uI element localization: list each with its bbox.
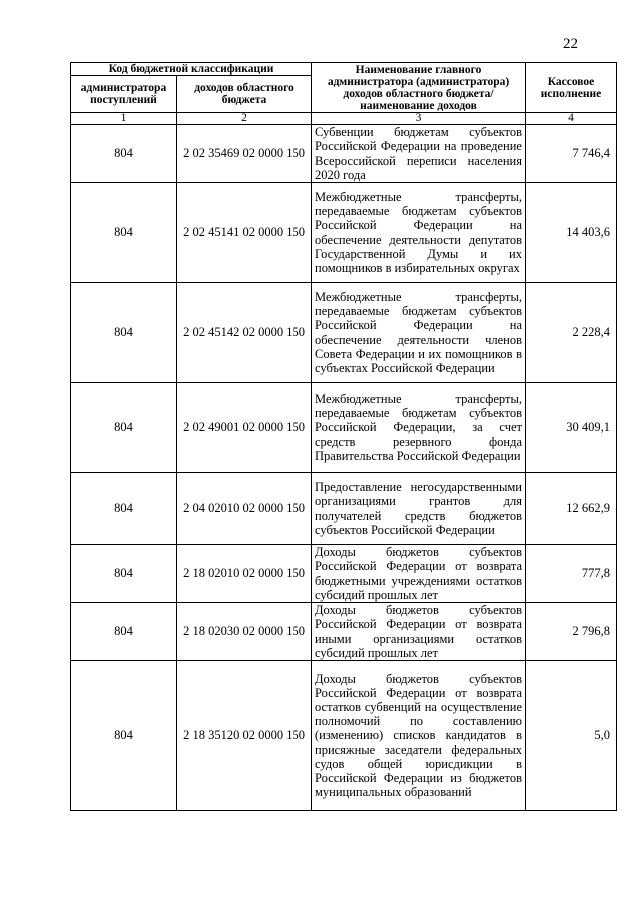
- header-name: Наименование главного администратора (администратора) доходов областного бюджета/ наименование доходов: [312, 63, 526, 113]
- admin-code-cell: 804: [71, 183, 177, 283]
- amount-cell: 2 796,8: [526, 603, 617, 661]
- admin-code-cell: 804: [71, 383, 177, 473]
- column-numbers-row: [71, 113, 617, 125]
- page-number: 22: [563, 36, 578, 52]
- income-code-cell: 2 18 35120 02 0000 150: [177, 661, 312, 811]
- header-amount: Кассовое исполнение: [526, 63, 617, 113]
- header-admin: администратора поступлений: [71, 76, 177, 113]
- admin-code-cell: 804: [71, 603, 177, 661]
- admin-code-cell: 804: [71, 473, 177, 545]
- table-body: [71, 125, 617, 811]
- table-row: [71, 283, 617, 383]
- table-row: [71, 661, 617, 811]
- amount-cell: 777,8: [526, 545, 617, 603]
- amount-cell: 14 403,6: [526, 183, 617, 283]
- admin-code-cell: 804: [71, 545, 177, 603]
- header-income: доходов областного бюджета: [177, 76, 312, 113]
- income-code-cell: 2 02 45141 02 0000 150: [177, 183, 312, 283]
- column-number: 4: [526, 113, 617, 125]
- income-name-cell: Межбюджетные трансферты, передаваемые бюджетам субъектов Российской Федерации, за счет средств резервного фонда Правительства Российской Федерации: [312, 383, 526, 473]
- table-row: [71, 383, 617, 473]
- income-name-cell: Доходы бюджетов субъектов Российской Федерации от возврата остатков субвенций на осуществление полномочий по составлению (изменению) списков кандидатов в присяжные заседатели федеральных судов общей юрисдикции в Российской Федерации из бюджетов муниципальных образований: [312, 661, 526, 811]
- income-code-cell: 2 02 49001 02 0000 150: [177, 383, 312, 473]
- income-code-cell: 2 02 45142 02 0000 150: [177, 283, 312, 383]
- amount-cell: 5,0: [526, 661, 617, 811]
- income-code-cell: 2 18 02030 02 0000 150: [177, 603, 312, 661]
- column-number: 1: [71, 113, 177, 125]
- amount-cell: 7 746,4: [526, 125, 617, 183]
- income-code-cell: 2 02 35469 02 0000 150: [177, 125, 312, 183]
- admin-code-cell: 804: [71, 661, 177, 811]
- table-row: [71, 183, 617, 283]
- amount-cell: 30 409,1: [526, 383, 617, 473]
- amount-cell: 12 662,9: [526, 473, 617, 545]
- table-row: [71, 125, 617, 183]
- income-name-cell: Доходы бюджетов субъектов Российской Федерации от возврата бюджетными учреждениями остатков субсидий прошлых лет: [312, 545, 526, 603]
- table-row: [71, 545, 617, 603]
- income-name-cell: Межбюджетные трансферты, передаваемые бюджетам субъектов Российской Федерации на обеспечение деятельности депутатов Государственной Думы и их помощников в избирательных округах: [312, 183, 526, 283]
- header-budget-classification: Код бюджетной классификации: [71, 63, 312, 76]
- admin-code-cell: 804: [71, 283, 177, 383]
- amount-cell: 2 228,4: [526, 283, 617, 383]
- income-code-cell: 2 18 02010 02 0000 150: [177, 545, 312, 603]
- header-row-top: [71, 63, 617, 76]
- column-number: 2: [177, 113, 312, 125]
- admin-code-cell: 804: [71, 125, 177, 183]
- column-number: 3: [312, 113, 526, 125]
- budget-table: [70, 62, 617, 811]
- income-name-cell: Субвенции бюджетам субъектов Российской Федерации на проведение Всероссийской переписи населения 2020 года: [312, 125, 526, 183]
- table-row: [71, 473, 617, 545]
- income-name-cell: Доходы бюджетов субъектов Российской Федерации от возврата иными организациями остатков субсидий прошлых лет: [312, 603, 526, 661]
- income-name-cell: Межбюджетные трансферты, передаваемые бюджетам субъектов Российской Федерации на обеспечение деятельности членов Совета Федерации и их помощников в субъектах Российской Федерации: [312, 283, 526, 383]
- income-code-cell: 2 04 02010 02 0000 150: [177, 473, 312, 545]
- table-row: [71, 603, 617, 661]
- income-name-cell: Предоставление негосударственными организациями грантов для получателей средств бюджетов субъектов Российской Федерации: [312, 473, 526, 545]
